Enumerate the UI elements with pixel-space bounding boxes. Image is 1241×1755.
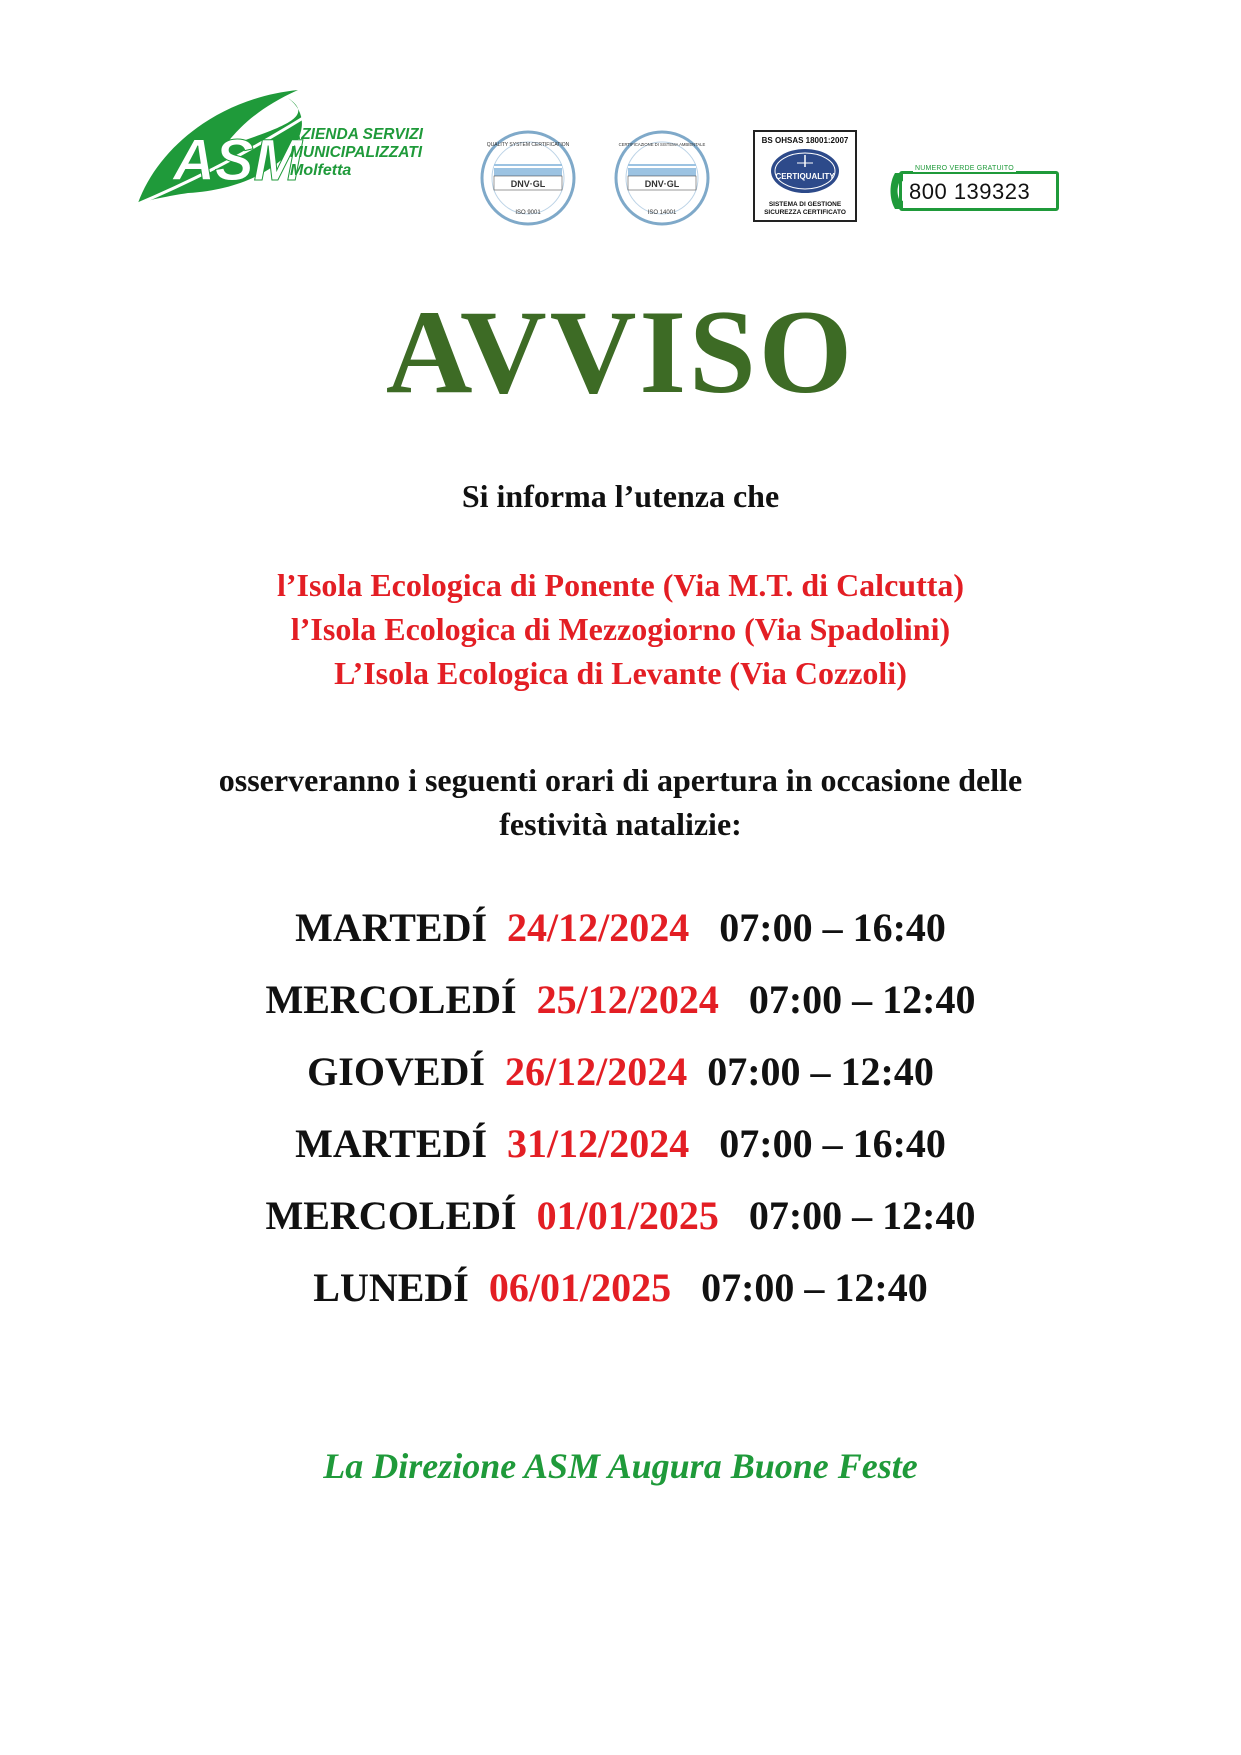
phone-number: 800 139323	[909, 179, 1031, 204]
intro-text: Si informa l’utenza che	[461, 478, 780, 514]
schedule-hours: 07:00 – 16:40	[719, 905, 946, 950]
header	[0, 0, 1241, 240]
schedule-hours: 07:00 – 12:40	[748, 977, 976, 1022]
ohsas-caption	[755, 201, 855, 217]
schedule-date: 01/01/2025	[536, 1193, 719, 1238]
description-line2: festività natalizie:	[499, 806, 742, 842]
schedule-day: MERCOLEDÍ	[265, 977, 517, 1022]
schedule-date: 06/01/2025	[488, 1265, 672, 1310]
cert2-ring: CERTIFICAZIONE DI SISTEMA AMBIENTALE	[618, 142, 706, 147]
schedule-row	[0, 1252, 1241, 1324]
ohsas-standard: BS OHSAS 18001:2007	[761, 136, 849, 145]
schedule-row	[0, 964, 1241, 1036]
schedule-row	[0, 1180, 1241, 1252]
isola-levante: L’Isola Ecologica di Levante (Via Cozzoli)	[334, 655, 907, 691]
phone-caption: NUMERO VERDE GRATUITO	[915, 165, 1014, 172]
schedule-date: 24/12/2024	[507, 905, 690, 950]
asm-logo-letters: ASM	[173, 128, 302, 193]
opening-schedule	[0, 892, 1241, 1324]
asm-company-name	[290, 126, 423, 180]
schedule-day: LUNEDÍ	[313, 1265, 469, 1310]
schedule-date: 25/12/2024	[536, 977, 719, 1022]
ohsas-caption-line2: SICUREZZA CERTIFICATO	[764, 209, 846, 216]
cert1-ring: QUALITY SYSTEM CERTIFICATION	[486, 142, 570, 148]
cert2-iso: ISO 14001	[647, 210, 677, 216]
dnv-iso9001-badge	[478, 128, 578, 228]
asm-line1: AZIENDA SERVIZI	[290, 126, 423, 143]
schedule-hours: 07:00 – 12:40	[701, 1265, 928, 1310]
schedule-date: 26/12/2024	[504, 1049, 688, 1094]
closing-greeting: La Direzione ASM Augura Buone Feste	[323, 1446, 918, 1486]
certiquality-ohsas-badge	[753, 130, 857, 222]
description-line1: osserveranno i seguenti orari di apertura in occasione delle	[218, 762, 1023, 798]
toll-free-number	[887, 165, 1063, 215]
description	[0, 758, 1241, 846]
schedule-day: MERCOLEDÍ	[265, 1193, 517, 1238]
schedule-day: MARTEDÍ	[295, 1121, 488, 1166]
schedule-day: GIOVEDÍ	[307, 1049, 485, 1094]
schedule-row	[0, 1108, 1241, 1180]
schedule-hours: 07:00 – 12:40	[707, 1049, 934, 1094]
isole-list	[0, 563, 1241, 695]
cert2-label: DNV·GL	[644, 179, 680, 189]
schedule-hours: 07:00 – 12:40	[748, 1193, 976, 1238]
asm-line2: MUNICIPALIZZATI	[290, 144, 423, 161]
certiquality-emblem	[755, 145, 855, 197]
schedule-row	[0, 892, 1241, 964]
cert1-label: DNV·GL	[510, 179, 546, 189]
schedule-hours: 07:00 – 16:40	[719, 1121, 946, 1166]
schedule-date: 31/12/2024	[507, 1121, 690, 1166]
isola-ponente: l’Isola Ecologica di Ponente (Via M.T. di Calcutta)	[276, 567, 965, 603]
notice-title: AVVISO	[385, 285, 856, 418]
ohsas-brand: CERTIQUALITY	[775, 172, 835, 181]
schedule-day: MARTEDÍ	[295, 905, 488, 950]
cert1-iso: ISO 9001	[515, 210, 541, 216]
dnv-iso14001-badge	[612, 128, 712, 228]
isola-mezzogiorno: l’Isola Ecologica di Mezzogiorno (Via Spadolini)	[290, 611, 951, 647]
schedule-row	[0, 1036, 1241, 1108]
ohsas-caption-line1: SISTEMA DI GESTIONE	[768, 201, 842, 208]
asm-line3: Molfetta	[290, 162, 352, 179]
